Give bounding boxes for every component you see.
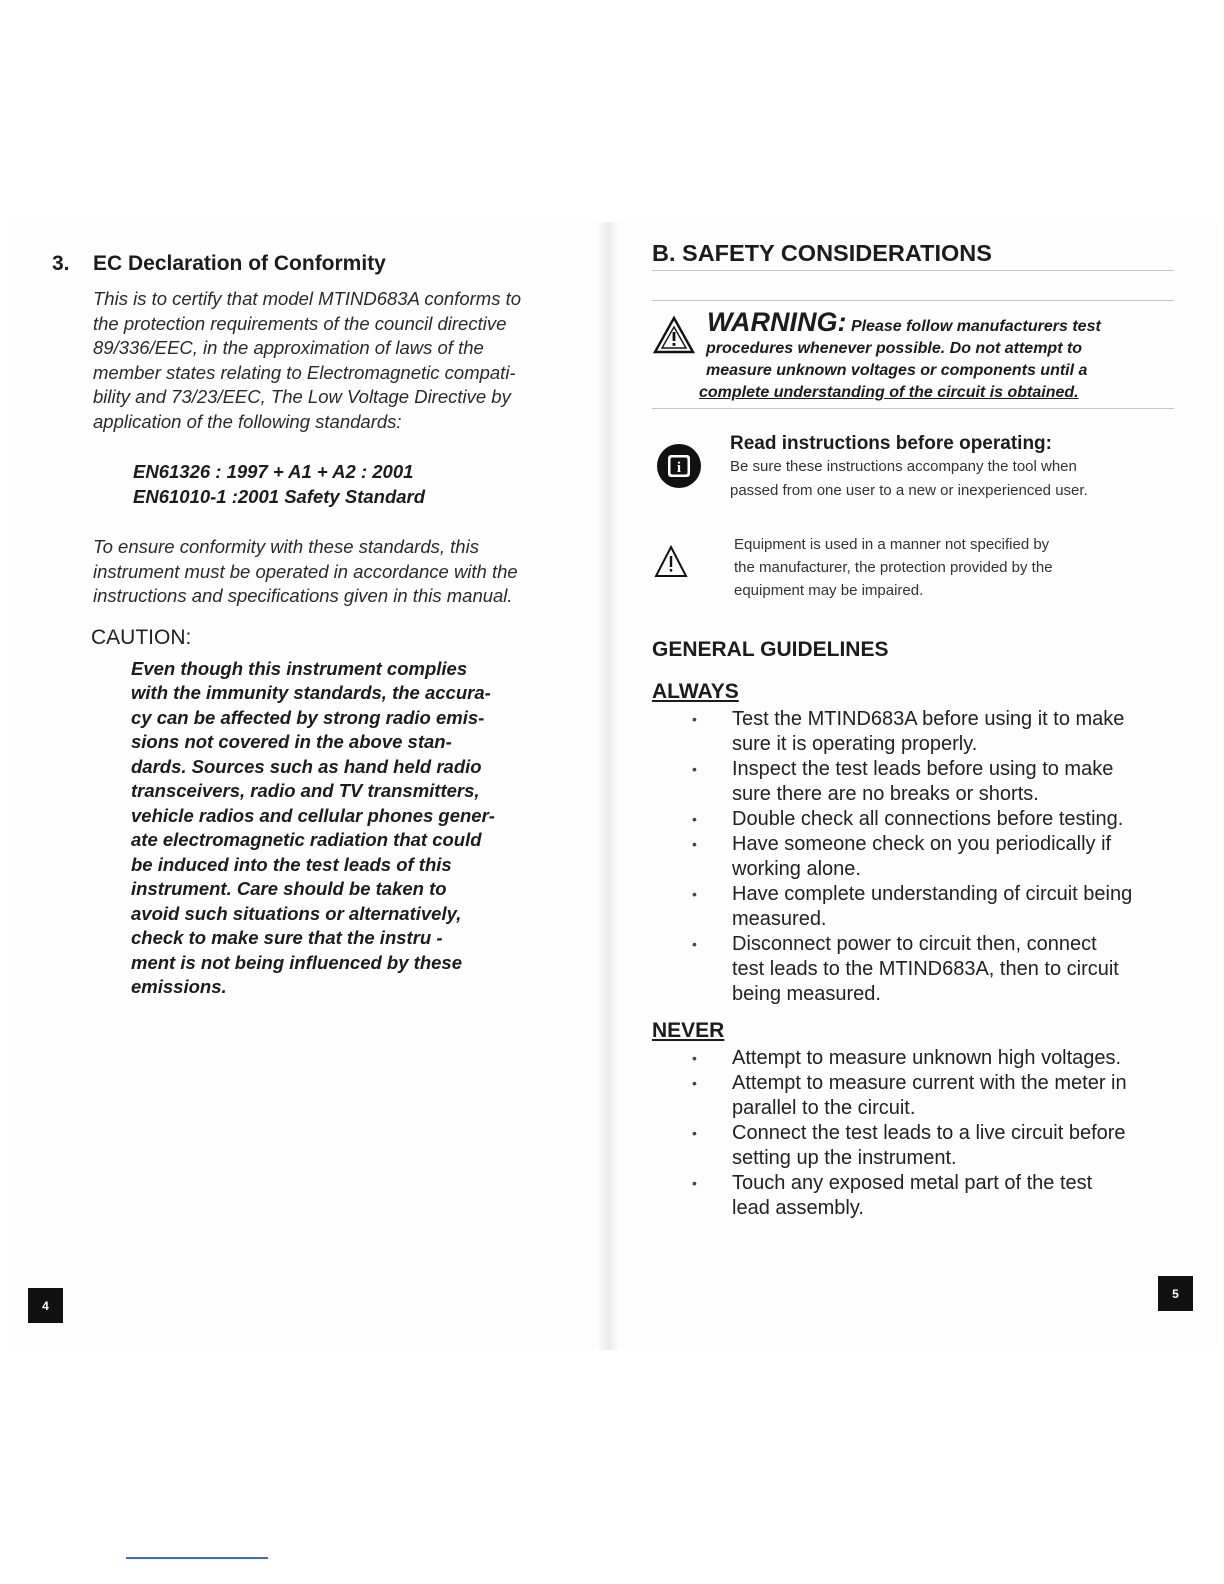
list-item	[732, 882, 1174, 932]
text-line: equipment may be impaired.	[734, 582, 924, 599]
list-item	[732, 932, 1174, 1007]
read-instructions-icon	[656, 443, 702, 489]
text-line: • Have complete understanding of circuit being	[732, 883, 1133, 905]
warning-text: procedures whenever possible. Do not attempt to	[706, 340, 1083, 357]
warning-label: WARNING:	[707, 307, 847, 337]
text-line: bility and 73/23/EEC, The Low Voltage Directive by	[93, 386, 511, 407]
text-line: setting up the instrument.	[732, 1147, 957, 1169]
warning-text: complete understanding of the circuit is obtained.	[699, 384, 1079, 401]
text-line: emissions.	[131, 976, 227, 997]
text-line: measured.	[732, 908, 827, 930]
text-line: member states relating to Electromagnetic compati-	[93, 361, 516, 383]
text-line: Even though this instrument complies	[131, 657, 468, 679]
caution-paragraph	[131, 657, 541, 1000]
text-line: 89/336/EEC, in the approximation of laws of the	[93, 337, 484, 358]
ensure-paragraph	[93, 535, 582, 609]
list-item	[732, 832, 1174, 882]
equipment-note	[652, 533, 1174, 602]
text-line: the manufacturer, the protection provided by the	[734, 559, 1053, 576]
text-line: be induced into the test leads of this	[131, 853, 452, 875]
text-line: lead assembly.	[732, 1197, 864, 1219]
always-heading: ALWAYS	[652, 680, 739, 703]
general-guidelines-heading: GENERAL GUIDELINES	[652, 638, 889, 661]
text-line: • Double check all connections before testing.	[732, 808, 1124, 830]
warning-triangle-icon	[652, 315, 696, 355]
text-line: vehicle radios and cellular phones gener-	[131, 804, 495, 826]
read-instructions-note	[652, 433, 1174, 503]
text-line: with the immunity standards, the accura-	[131, 682, 491, 703]
text-line: Be sure these instructions accompany the tool when	[730, 458, 1077, 475]
right-page	[652, 240, 1174, 1221]
text-line: • Inspect the test leads before using to make	[732, 758, 1114, 780]
text-line: sions not covered in the above stan-	[131, 731, 452, 752]
section-heading	[52, 252, 582, 276]
text-line: working alone.	[732, 858, 861, 880]
warning-text: Please follow manufacturers test	[850, 318, 1101, 335]
warning-text: measure unknown voltages or components until a	[706, 362, 1088, 379]
conformity-statement	[93, 287, 582, 434]
text-line: passed from one user to a new or inexperienced user.	[730, 482, 1088, 499]
standards-list	[133, 460, 582, 509]
read-title: Read instructions before operating:	[730, 433, 1052, 454]
caution-label: CAUTION:	[91, 625, 192, 649]
standard-item: EN61010-1 :2001 Safety Standard	[133, 485, 426, 507]
list-item	[732, 1046, 1174, 1071]
text-line: avoid such situations or alternatively,	[131, 902, 462, 924]
bottom-rule	[126, 1557, 268, 1559]
text-line: dards. Sources such as hand held radio	[131, 755, 482, 777]
text-line: To ensure conformity with these standards, this	[93, 536, 479, 557]
page-number-left: 4	[28, 1288, 63, 1323]
text-line: This is to certify that model MTIND683A conforms to	[93, 288, 522, 309]
caution-triangle-icon	[654, 545, 688, 579]
always-list	[652, 707, 1174, 1007]
text-line: test leads to the MTIND683A, then to circuit	[732, 958, 1119, 980]
list-item	[732, 757, 1174, 807]
text-line: • Touch any exposed metal part of the test	[732, 1172, 1093, 1194]
text-line: • Test the MTIND683A before using it to make	[732, 708, 1125, 730]
text-line: • Connect the test leads to a live circuit before	[732, 1122, 1126, 1144]
section-title: EC Declaration of Conformity	[93, 252, 386, 275]
left-page	[52, 252, 582, 1000]
never-list	[652, 1046, 1174, 1221]
binding-gutter	[596, 222, 620, 1350]
text-line: instrument must be operated in accordance with the	[93, 560, 518, 582]
list-item	[732, 1071, 1174, 1121]
text-line: being measured.	[732, 983, 881, 1005]
text-line: • Disconnect power to circuit then, connect	[732, 933, 1097, 955]
section-number: 3.	[52, 252, 70, 275]
warning-box	[652, 300, 1174, 409]
page-title: B. SAFETY CONSIDERATIONS	[652, 240, 1174, 271]
text-line: transceivers, radio and TV transmitters,	[131, 780, 480, 801]
text-line: sure it is operating properly.	[732, 733, 978, 755]
never-heading: NEVER	[652, 1019, 725, 1042]
text-line: application of the following standards:	[93, 410, 402, 432]
text-line: instrument. Care should be taken to	[131, 878, 447, 899]
page-number-right: 5	[1158, 1276, 1193, 1311]
text-line: instructions and specifications given in this manual.	[93, 585, 513, 606]
list-item	[732, 807, 1174, 832]
text-line: the protection requirements of the council directive	[93, 312, 507, 334]
text-line: ate electromagnetic radiation that could	[131, 829, 482, 850]
text-line: sure there are no breaks or shorts.	[732, 783, 1039, 805]
text-line: • Have someone check on you periodically if	[732, 833, 1112, 855]
text-line: • Attempt to measure current with the meter in	[732, 1072, 1127, 1094]
text-line: ment is not being influenced by these	[131, 951, 462, 973]
standard-item: EN61326 : 1997 + A1 + A2 : 2001	[133, 461, 414, 482]
info-glyph: i	[676, 460, 682, 476]
text-line: cy can be affected by strong radio emis-	[131, 706, 485, 728]
list-item	[732, 1171, 1174, 1221]
list-item	[732, 1121, 1174, 1171]
list-item	[732, 707, 1174, 757]
text-line: • Attempt to measure unknown high voltages.	[732, 1047, 1122, 1069]
text-line: check to make sure that the instru -	[131, 927, 443, 948]
text-line: parallel to the circuit.	[732, 1097, 916, 1119]
text-line: Equipment is used in a manner not specified by	[734, 536, 1050, 553]
